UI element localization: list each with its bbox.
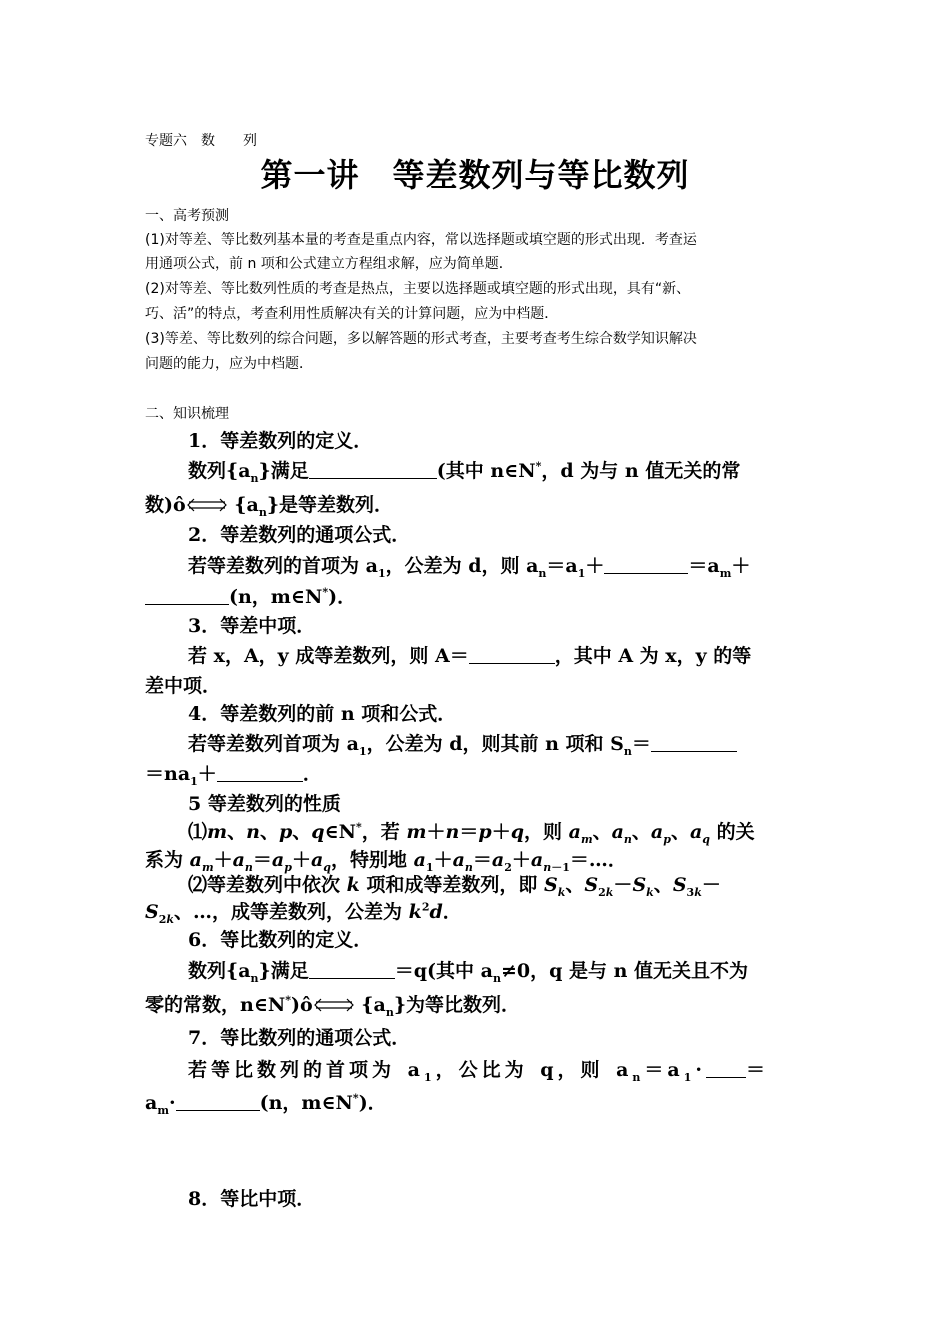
section-6-line-1: 数列$\{a_n\}$满足 ＝q(其中 $a_n\ne 0$，q 是与 n 值无关且不为	[188, 960, 749, 985]
section-5-line-1: ⑴m、n、p、q∈N*，若 m＋n＝p＋q，则 $a_m$、$a_n$、$a_p$、$a_q$ 的关	[188, 820, 755, 846]
double-arrow-icon	[313, 995, 355, 1015]
section-6-line-2: 零的常数，n∈N*)ô $\{a_n\}$为等比数列．	[145, 993, 521, 1019]
blank	[145, 584, 229, 605]
knowledge-heading: 二、知识梳理	[145, 406, 229, 422]
section-3-heading: 3．等差中项．	[188, 615, 316, 637]
blank	[604, 553, 688, 574]
section-1-line-1: 数列$\{a_n\}$满足 (其中 n∈N*，d 为与 n 值无关的常	[188, 459, 741, 485]
blank	[651, 731, 737, 752]
forecast-paragraph-2a: (2)对等差、等比数列性质的考查是热点，主要以选择题或填空题的形式出现，具有“新、	[145, 281, 691, 297]
section-6-heading: 6．等比数列的定义．	[188, 929, 373, 951]
forecast-heading: 一、高考预测	[145, 208, 229, 224]
blank	[469, 643, 555, 664]
section-1-heading: 1．等差数列的定义．	[188, 430, 373, 452]
section-3-line-2: 差中项．	[145, 675, 222, 697]
topic-label: 专题六 数 列	[145, 133, 257, 149]
blank	[217, 761, 303, 782]
section-5-line-4: $S_{2k}$、…，成等差数列，公差为 $k^2d$．	[145, 900, 462, 926]
section-2-line-1: 若等差数列的首项为 $a_1$，公差为 d，则 $a_n=a_1+ =a_m+$	[188, 555, 751, 580]
section-8-heading: 8．等比中项．	[188, 1188, 316, 1210]
section-4-line-1: 若等差数列首项为 $a_1$，公差为 d，则其前 n 项和 $S_n=$	[188, 729, 737, 758]
page-title: 第一讲 等差数列与等比数列	[260, 156, 690, 194]
section-5-line-3: ⑵等差数列中依次 k 项和成等差数列，即 $S_k$、$S_{2k}-S_k$、$S_{3k}-$	[188, 874, 721, 899]
blank	[309, 958, 395, 979]
forecast-paragraph-1b: 用通项公式，前 n 项和公式建立方程组求解，应为简单题．	[145, 256, 513, 272]
section-7-line-2: $a_m\cdot (n$，m∈N*)．	[145, 1091, 387, 1117]
section-2-heading: 2．等差数列的通项公式．	[188, 524, 411, 546]
section-2-line-2: (n，m∈N*)．	[145, 582, 356, 609]
forecast-paragraph-3b: 问题的能力，应为中档题．	[145, 356, 313, 372]
section-3-line-1: 若 x，A，y 成等差数列，则 A＝ ，其中 A 为 x，y 的等	[188, 645, 752, 667]
blank	[309, 458, 437, 479]
blank	[176, 1090, 260, 1111]
section-4-line-2: $=na_1+$ ．	[145, 763, 322, 788]
forecast-paragraph-1a: (1)对等差、等比数列基本量的考查是重点内容，常以选择题或填空题的形式出现．考查运	[145, 232, 697, 248]
section-1-line-2: 数)ô $\{a_n\}$是等差数列．	[145, 494, 394, 519]
section-4-heading: 4．等差数列的前 n 项和公式．	[188, 703, 457, 725]
section-5-line-2: 系为 $a_m+a_n=a_p+a_q$，特别地 $a_1+a_n=a_2+a_{n-1}=\dots$．	[145, 849, 627, 874]
forecast-paragraph-2b: 巧、活”的特点，考查利用性质解决有关的计算问题，应为中档题．	[145, 306, 559, 322]
forecast-paragraph-3a: (3)等差、等比数列的综合问题，多以解答题的形式考查，主要考查考生综合数学知识解决	[145, 331, 697, 347]
blank	[706, 1057, 746, 1078]
section-5-heading: 5 等差数列的性质	[188, 793, 341, 815]
double-arrow-icon	[186, 495, 228, 515]
section-7-line-1: 若等比数列的首项为 $a_1$，公比为 q，则 $a_n=a_1\cdot$ ＝	[188, 1059, 770, 1084]
section-7-heading: 7．等比数列的通项公式．	[188, 1027, 411, 1049]
